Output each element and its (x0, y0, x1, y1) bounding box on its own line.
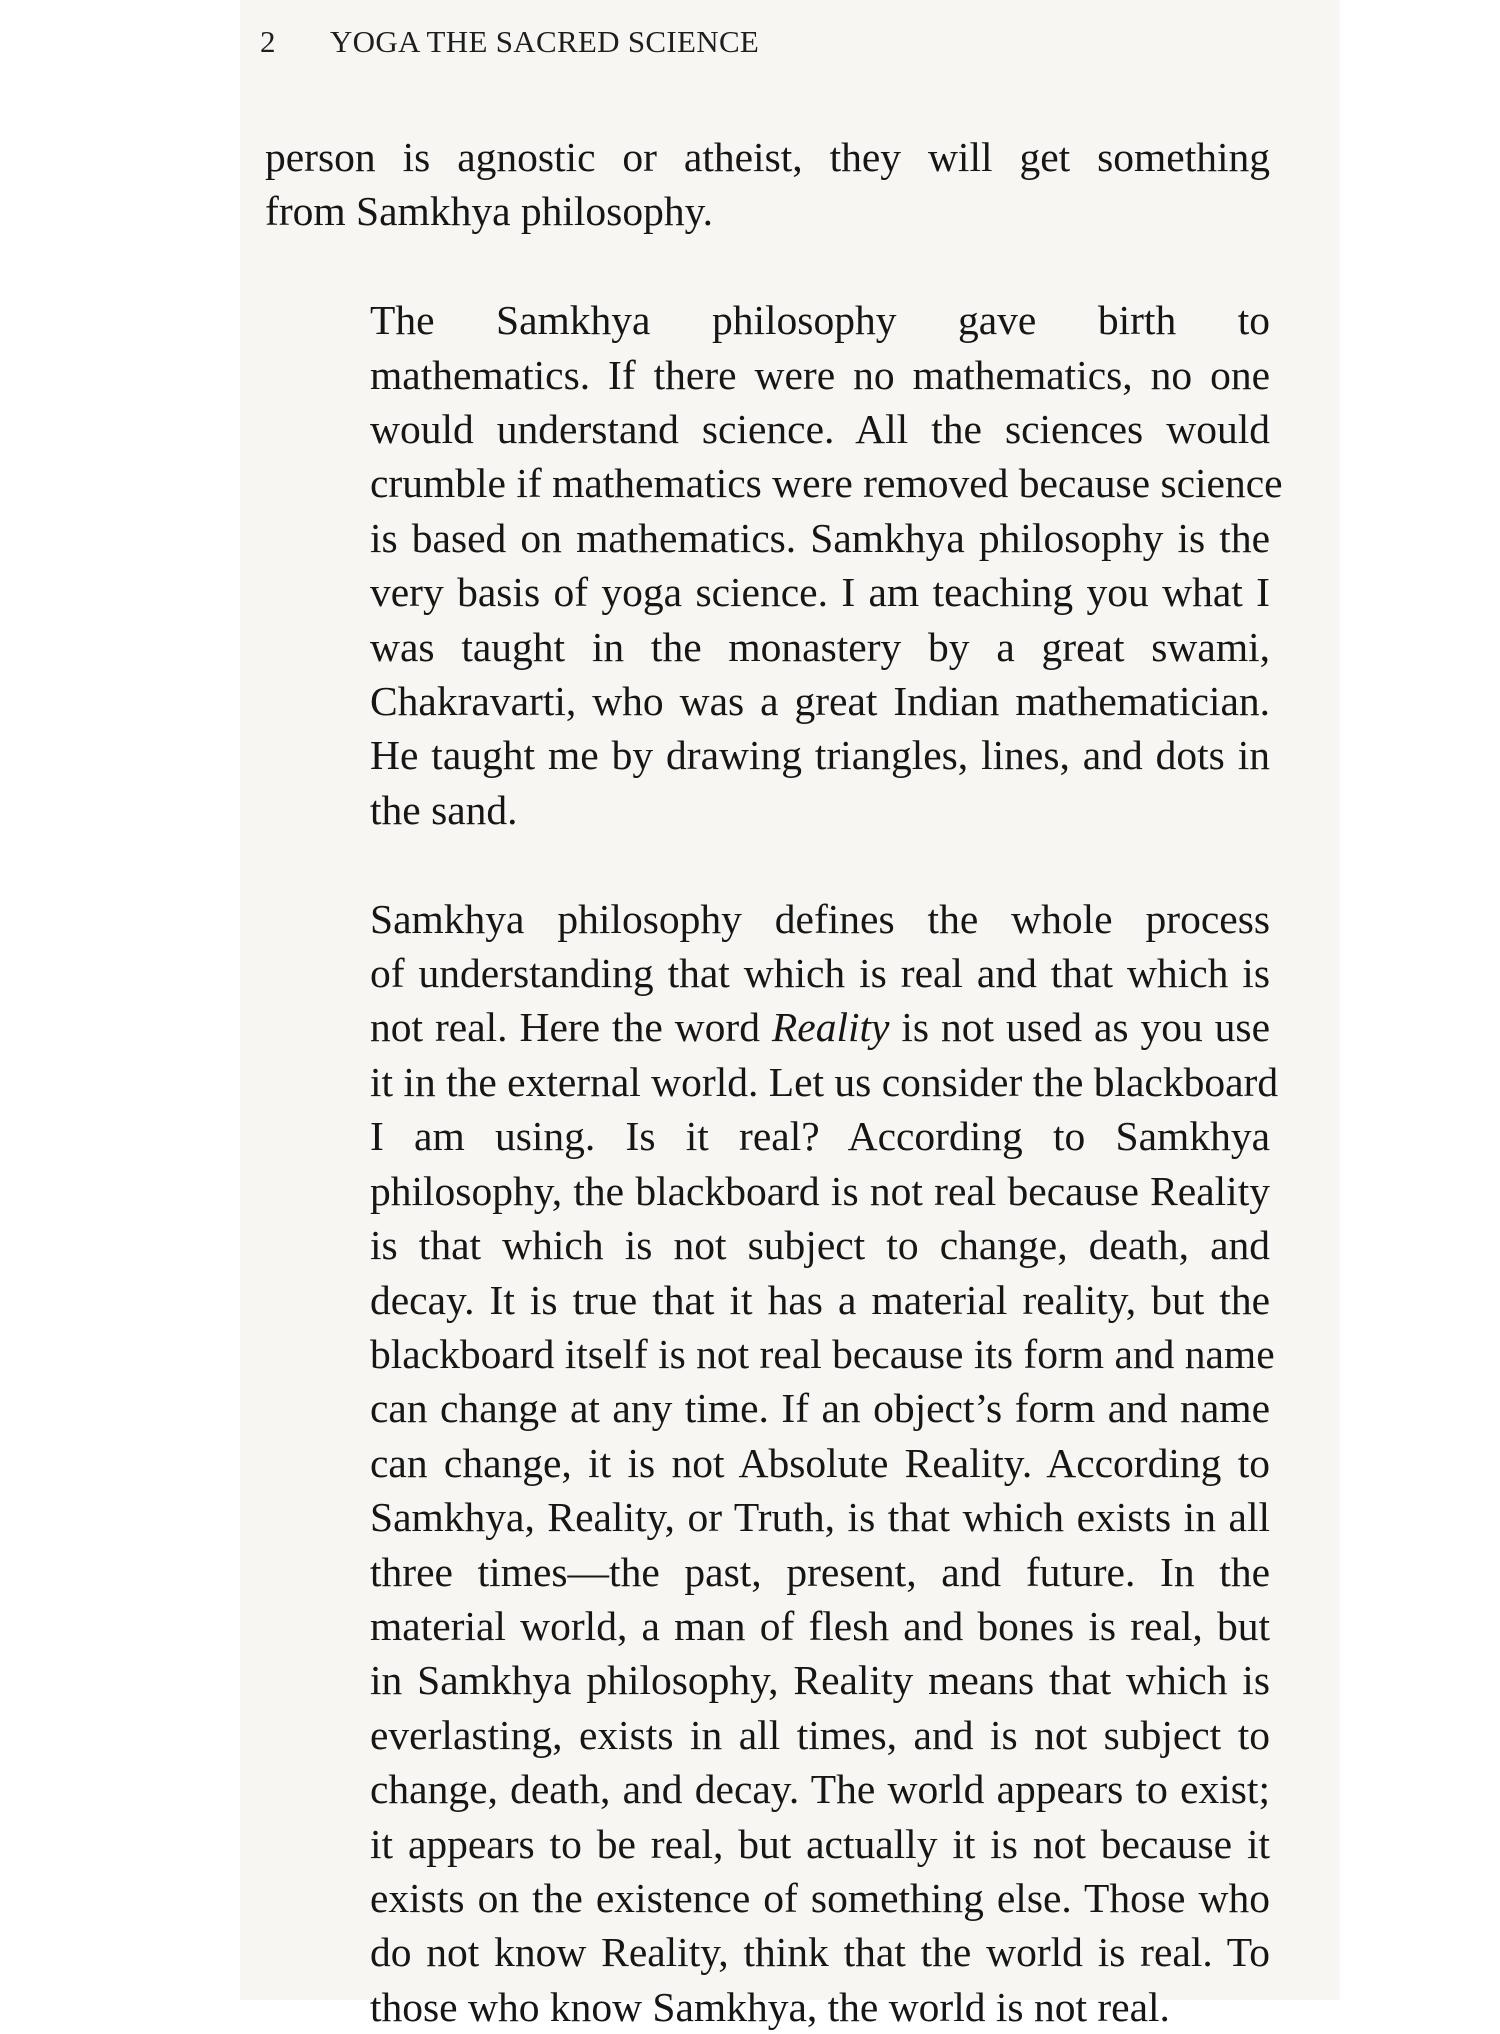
text-line: those who know Samkhya, the world is not real. (370, 1983, 1170, 2030)
italic-term: Reality (771, 1004, 890, 1051)
text-line: in Samkhya philosophy, Reality means that which is (370, 1657, 1270, 1704)
text-line: do not know Reality, think that the world is real. To (370, 1929, 1270, 1976)
running-title: YOGA THE SACRED SCIENCE (330, 24, 760, 59)
text-line: of understanding that which is real and that which is (370, 950, 1270, 997)
paragraph-2 (265, 293, 1283, 837)
text-line: decay. It is true that it has a material reality, but the (370, 1276, 1270, 1323)
paragraph-1 (265, 130, 1270, 239)
text-line: crumble if mathematics were removed because science (370, 460, 1283, 507)
text-line: Samkhya philosophy defines the whole process (370, 895, 1270, 942)
text-line: can change, it is not Absolute Reality. According to (370, 1439, 1270, 1486)
text-line: person is agnostic or atheist, they will get something (265, 134, 1270, 180)
text-line: The Samkhya philosophy gave birth to (370, 297, 1270, 344)
text-line: is that which is not subject to change, death, and (370, 1222, 1270, 1269)
text-line: is based on mathematics. Samkhya philosophy is the (370, 514, 1270, 561)
body-text (265, 130, 1283, 2034)
text-line: everlasting, exists in all times, and is not subject to (370, 1711, 1270, 1758)
text-line: the sand. (370, 786, 518, 833)
text-line: change, death, and decay. The world appears to exist; (370, 1766, 1270, 1813)
text-line: from Samkhya philosophy. (265, 188, 714, 235)
paragraph-3 (265, 892, 1279, 2034)
text-line: philosophy, the blackboard is not real because Reality (370, 1167, 1270, 1214)
text-line: it in the external world. Let us consider the blackboard (370, 1058, 1279, 1105)
text-line: three times—the past, present, and future. In the (370, 1548, 1270, 1595)
page-number: 2 (260, 24, 276, 59)
text-line: can change at any time. If an object’s form and name (370, 1385, 1270, 1432)
text-line: blackboard itself is not real because its form and name (370, 1330, 1275, 1377)
text-line: was taught in the monastery by a great swami, (370, 623, 1270, 670)
text-line: not real. Here the word Reality is not used as you use (370, 1004, 1271, 1051)
text-line: it appears to be real, but actually it is not because it (370, 1820, 1270, 1867)
text-line: exists on the existence of something else. Those who (370, 1874, 1270, 1921)
text-line: Samkhya, Reality, or Truth, is that which exists in all (370, 1494, 1270, 1541)
text-line: I am using. Is it real? According to Samkhya (370, 1113, 1270, 1160)
text-line: very basis of yoga science. I am teaching you what I (370, 569, 1270, 616)
text-line: material world, a man of flesh and bones is real, but (370, 1602, 1270, 1649)
text-line: would understand science. All the sciences would (370, 406, 1270, 453)
text-line: mathematics. If there were no mathematics, no one (370, 351, 1270, 398)
text-line: Chakravarti, who was a great Indian mathematician. (370, 678, 1270, 725)
text-line: He taught me by drawing triangles, lines, and dots in (370, 732, 1270, 779)
running-header (260, 24, 759, 60)
